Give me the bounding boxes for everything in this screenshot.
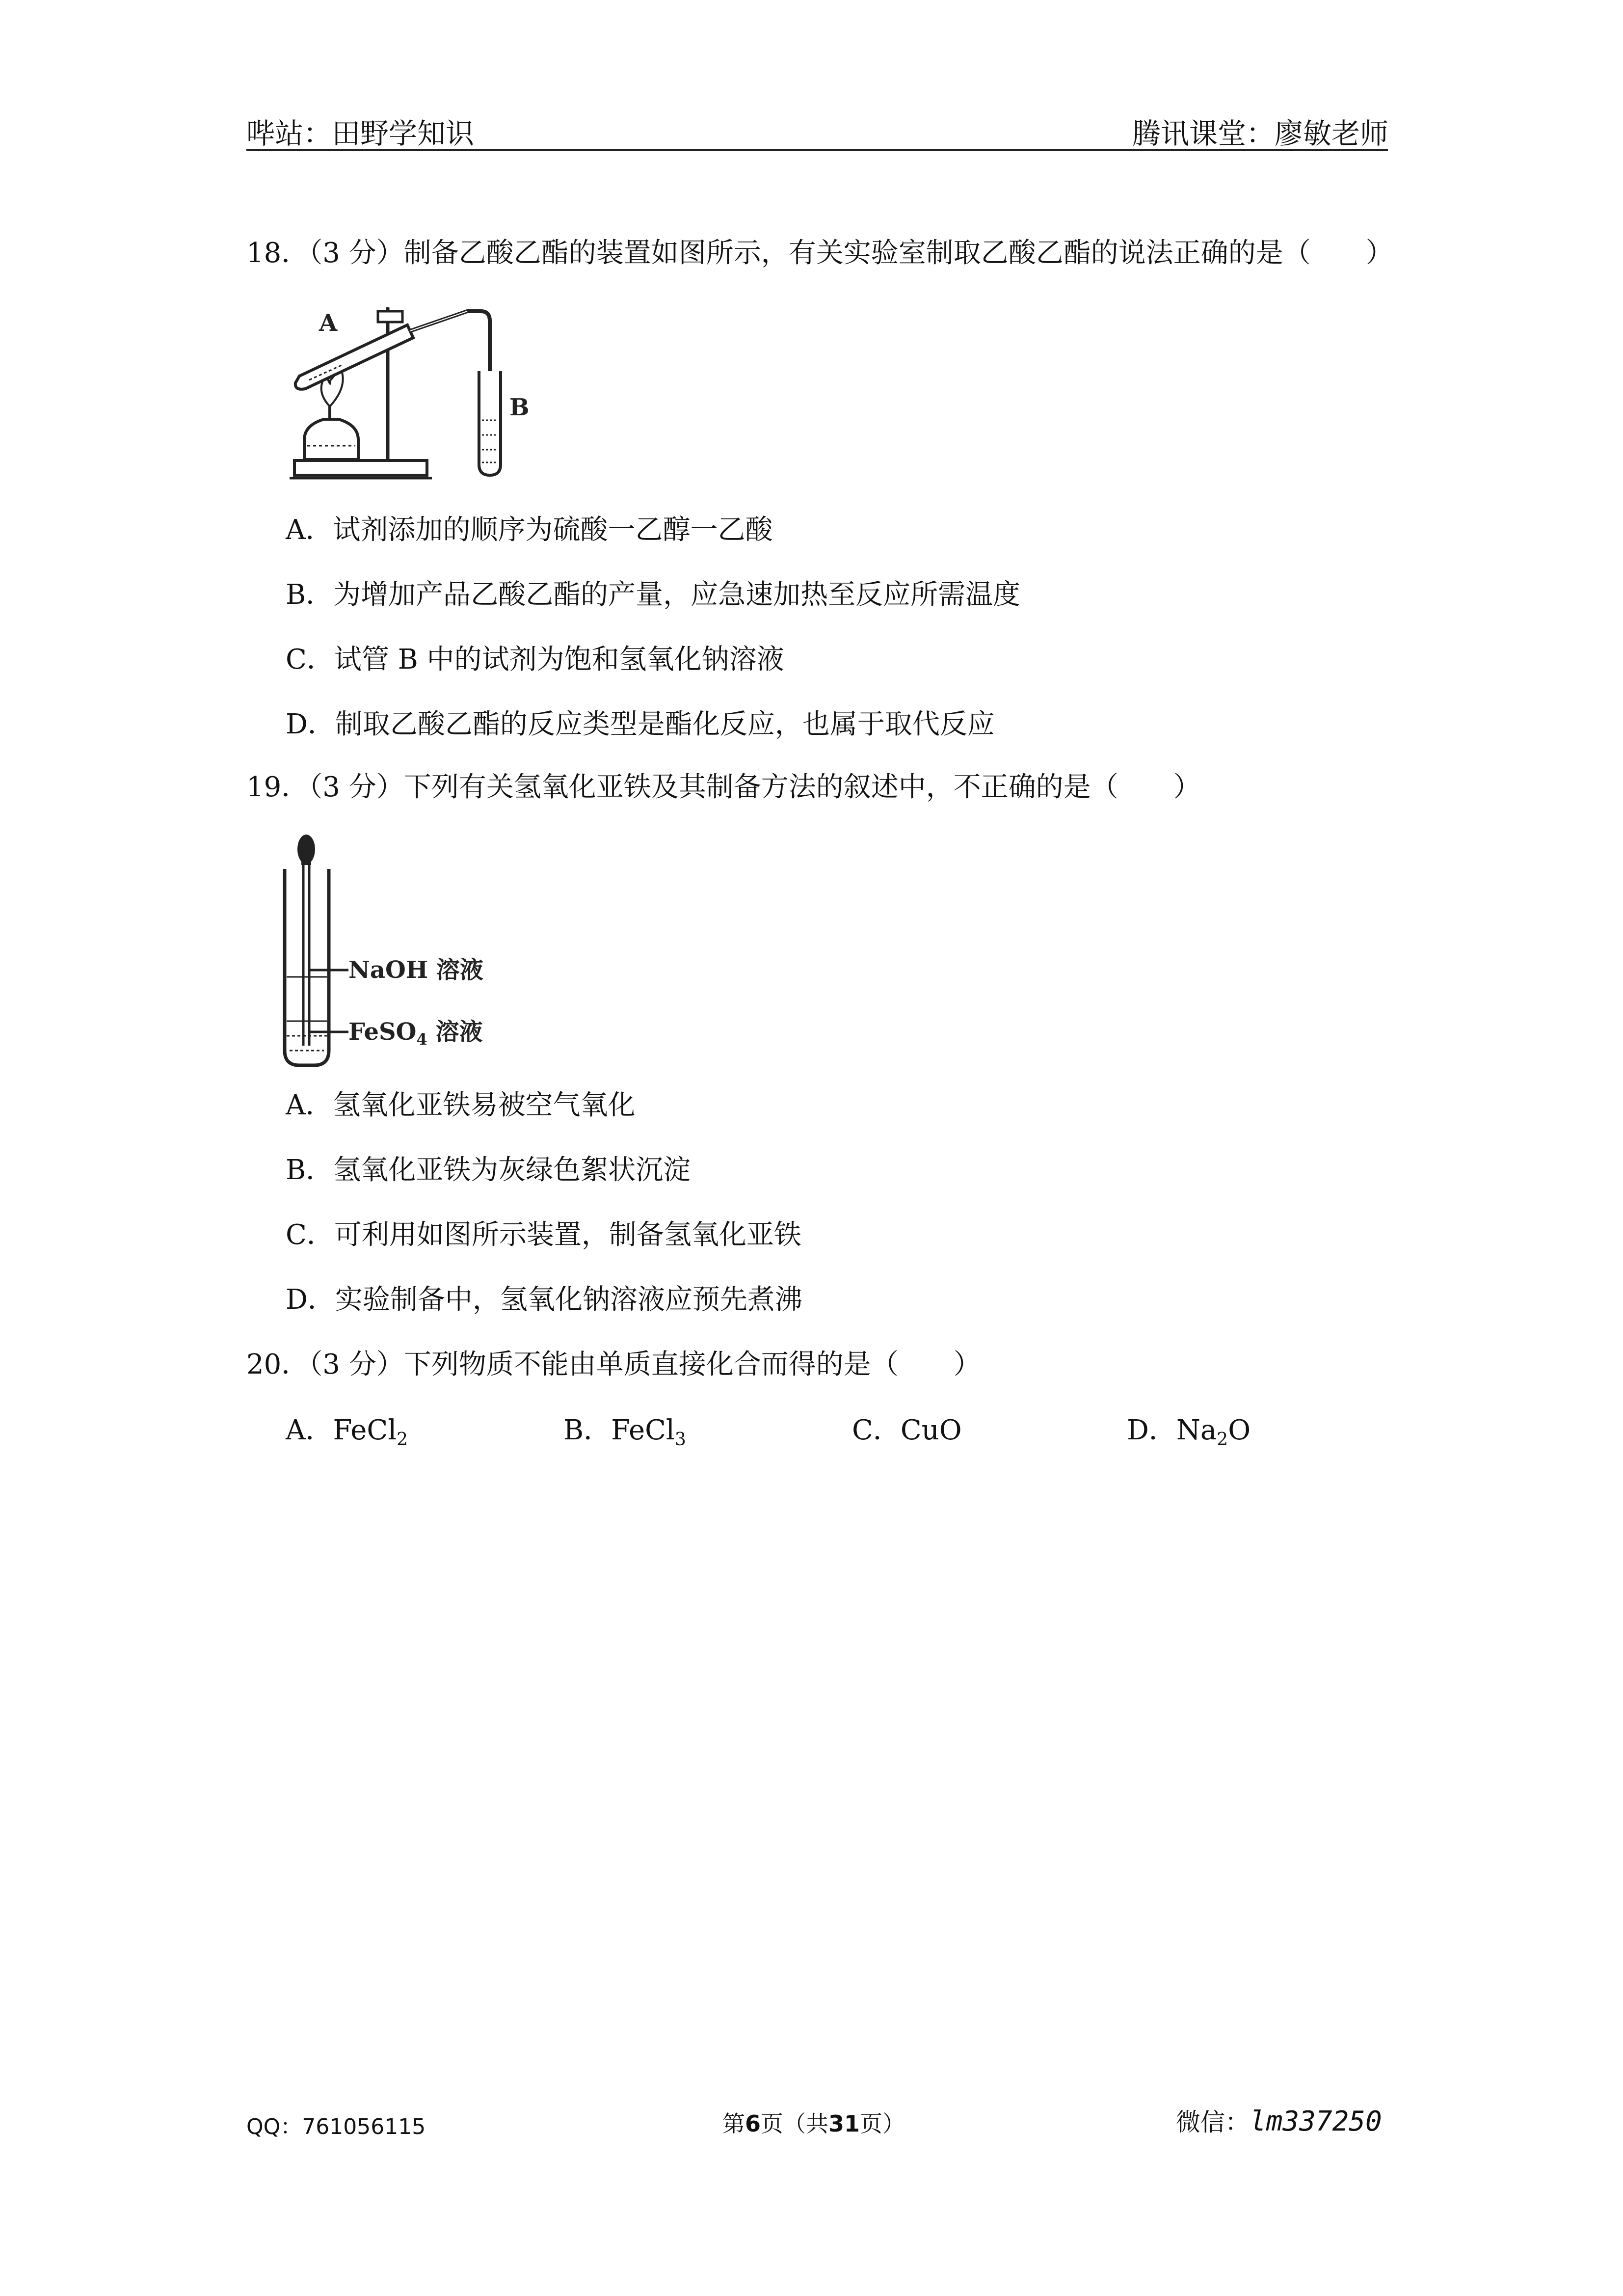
q20-option-a: A．FeCl$_2$ bbox=[286, 1414, 408, 1450]
q20-option-c: C．CuO bbox=[852, 1414, 962, 1446]
footer-qq: QQ：761056115 bbox=[246, 2114, 426, 2139]
q18-option-d: D．制取乙酸乙酯的反应类型是酯化反应，也属于取代反应 bbox=[286, 708, 995, 740]
footer-page-number: 第6页（共31页） bbox=[722, 2110, 905, 2137]
naoh-solution-label: NaOH 溶液 bbox=[348, 956, 483, 984]
question-18-title: 18．（3 分）制备乙酸乙酯的装置如图所示，有关实验室制取乙酸乙酯的说法正确的是（ ） bbox=[246, 237, 1393, 269]
question-20-title: 20．（3 分）下列物质不能由单质直接化合而得的是（ ） bbox=[246, 1349, 981, 1380]
header-right-text: 腾讯课堂：廖敏老师 bbox=[1132, 117, 1388, 150]
figure-label-a: A bbox=[319, 309, 338, 337]
footer-wechat: 微信：lm337250 bbox=[1176, 2106, 1382, 2137]
ethyl-acetate-apparatus-figure bbox=[285, 293, 530, 489]
q20-option-d: D．$Na_2O$ bbox=[1127, 1414, 1251, 1450]
q18-option-a: A．试剂添加的顺序为硫酸一乙醇一乙酸 bbox=[286, 514, 773, 546]
q19-option-b: B．氢氧化亚铁为灰绿色絮状沉淀 bbox=[286, 1154, 691, 1186]
q20-option-b: B．FeCl$_3$ bbox=[563, 1414, 686, 1450]
q18-option-c: C．试管 B 中的试剂为饱和氢氧化钠溶液 bbox=[286, 644, 784, 675]
figure-label-b: B bbox=[509, 394, 530, 421]
header-left-text: 哔站：田野学知识 bbox=[246, 117, 475, 150]
q19-option-d: D．实验制备中，氢氧化钠溶液应预先煮沸 bbox=[286, 1284, 802, 1316]
question-19-title: 19．（3 分）下列有关氢氧化亚铁及其制备方法的叙述中，不正确的是（ ） bbox=[246, 771, 1201, 803]
feso4-solution-label: FeSO$_4$ 溶液 bbox=[348, 1018, 483, 1049]
wechat-id: lm337250 bbox=[1250, 2106, 1382, 2137]
q19-option-c: C．可利用如图所示装置，制备氢氧化亚铁 bbox=[286, 1219, 801, 1251]
q18-option-b: B．为增加产品乙酸乙酯的产量，应急速加热至反应所需温度 bbox=[286, 579, 1021, 611]
header-divider bbox=[246, 149, 1388, 151]
ferrous-hydroxide-apparatus-figure bbox=[275, 830, 530, 1075]
q19-option-a: A．氢氧化亚铁易被空气氧化 bbox=[286, 1089, 636, 1121]
